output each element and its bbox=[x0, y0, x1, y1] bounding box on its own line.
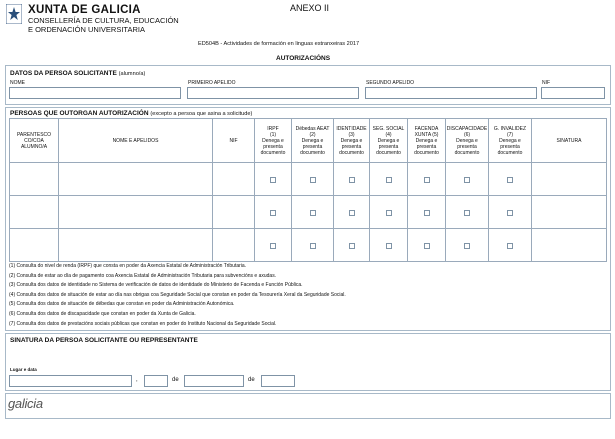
irpf-checkbox[interactable] bbox=[270, 210, 276, 216]
month-field[interactable] bbox=[184, 375, 244, 387]
footnote: (5) Consulta dos datos de situación de débedas que constan en poder da Administración Autonómica. bbox=[9, 301, 235, 308]
nif-field[interactable] bbox=[541, 87, 605, 99]
annex-label: ANEXO II bbox=[290, 3, 330, 13]
nif-cell[interactable] bbox=[213, 196, 255, 229]
parentesco-cell[interactable] bbox=[10, 229, 59, 262]
segundo-apelido-field[interactable] bbox=[365, 87, 537, 99]
footnote: (3) Consulta dos datos de identidade no Sistema de verificación de datos de identidade do Ministerio de Facenda e Función Pública. bbox=[9, 282, 303, 289]
signature-section-title: SINATURA DA PERSOA SOLICITANTE OU REPRESENTANTE bbox=[10, 337, 198, 344]
seg-social-checkbox[interactable] bbox=[386, 177, 392, 183]
parentesco-cell[interactable] bbox=[10, 196, 59, 229]
de-label-1: de bbox=[172, 377, 179, 383]
footnote: (1) Consulta do nivel de renda (IRPF) que consta en poder da Axencia Estatal de Administración Tributaria. bbox=[9, 263, 247, 269]
nome-apelidos-cell[interactable] bbox=[59, 163, 213, 196]
comma-separator: , bbox=[136, 377, 138, 383]
table-header-row bbox=[10, 119, 607, 163]
department-line-1: CONSELLERÍA DE CULTURA, EDUCACIÓN bbox=[28, 16, 179, 25]
debedas-aeat-checkbox[interactable] bbox=[310, 177, 316, 183]
nome-apelidos-cell[interactable] bbox=[59, 229, 213, 262]
col-g-invalidez: G. INVALIDEZ (7) Denega e presenta documento bbox=[489, 119, 532, 163]
table-row bbox=[10, 163, 607, 196]
page-title: AUTORIZACIÓNS bbox=[276, 55, 331, 62]
irpf-checkbox[interactable] bbox=[270, 243, 276, 249]
parentesco-cell[interactable] bbox=[10, 163, 59, 196]
nome-apelidos-cell[interactable] bbox=[59, 196, 213, 229]
facenda-xunta-checkbox[interactable] bbox=[424, 243, 430, 249]
applicant-title-text: DATOS DA PERSOA SOLICITANTE bbox=[10, 70, 117, 77]
table-row bbox=[10, 196, 607, 229]
discapacidade-checkbox[interactable] bbox=[464, 243, 470, 249]
sinatura-cell[interactable] bbox=[532, 163, 607, 196]
footnotes bbox=[9, 262, 346, 329]
identidade-checkbox[interactable] bbox=[349, 243, 355, 249]
footnote: (2) Consulta de estar ao día de pagamento coa Axencia Estatal de Administración Tributaria para subvencións e axudas. bbox=[9, 272, 277, 279]
department-line-2: E ORDENACIÓN UNIVERSITARIA bbox=[28, 24, 145, 34]
footnote: (6) Consulta dos datos de discapacidade que constan en poder da Xunta de Galicia. bbox=[9, 310, 196, 317]
nif-cell[interactable] bbox=[213, 163, 255, 196]
col-irpf: IRPF (1) Denega e presenta documento bbox=[255, 119, 292, 163]
seg-social-checkbox[interactable] bbox=[386, 210, 392, 216]
authorizers-section-title bbox=[10, 110, 252, 117]
g-invalidez-checkbox[interactable] bbox=[507, 243, 513, 249]
sinatura-cell[interactable] bbox=[532, 196, 607, 229]
authorizers-table bbox=[9, 118, 607, 262]
seg-social-checkbox[interactable] bbox=[386, 243, 392, 249]
col-nome-apelidos: NOME E APELIDOS bbox=[59, 119, 213, 163]
nif-label: NIF bbox=[542, 80, 551, 86]
footnote: (7) Consulta dos datos de prestacións sociais públicas que constan en poder do Instituto Nacional da Seguridade Social. bbox=[9, 320, 277, 327]
col-facenda-xunta: FACENDA XUNTA (5) Denega e presenta documento bbox=[408, 119, 446, 163]
segundo-apelido-label: SEGUNDO APELIDO bbox=[366, 80, 415, 86]
discapacidade-checkbox[interactable] bbox=[464, 210, 470, 216]
primeiro-apelido-label: PRIMEIRO APELIDO bbox=[188, 80, 236, 86]
debedas-aeat-checkbox[interactable] bbox=[310, 210, 316, 216]
g-invalidez-checkbox[interactable] bbox=[507, 177, 513, 183]
de-label-2: de bbox=[248, 377, 255, 383]
col-seg-social: SEG. SOCIAL (4) Denega e presenta documento bbox=[370, 119, 408, 163]
authorizers-subtitle-text: (excepto a persoa que asina a solicitude) bbox=[150, 111, 253, 117]
col-parentesco: PARENTESCO CO/COA ALUMNO/A bbox=[10, 119, 59, 163]
col-identidade: IDENTIDADE (3) Denega e presenta documento bbox=[334, 119, 370, 163]
procedure-code: ED504B - Actividades de formación en linguas estranxeiras 2017 bbox=[198, 41, 360, 47]
authorizers-title-text: PERSOAS QUE OUTORGAN AUTORIZACIÓN bbox=[10, 110, 149, 117]
irpf-checkbox[interactable] bbox=[270, 177, 276, 183]
applicant-subtitle-text: (alumno/a) bbox=[118, 71, 146, 77]
footnote: (4) Consulta dos datos de situación de estar ao día nas obrigas coa Seguridade Social que constan en poder da Tesourería Xeral da Seguridade Social. bbox=[9, 291, 346, 298]
facenda-xunta-checkbox[interactable] bbox=[424, 177, 430, 183]
xunta-logo-icon bbox=[6, 4, 22, 24]
department-name bbox=[28, 17, 179, 34]
primeiro-apelido-field[interactable] bbox=[187, 87, 359, 99]
col-discapacidade: DISCAPACIDADE (6) Denega e presenta documento bbox=[446, 119, 489, 163]
place-date-label: Lugar e data bbox=[10, 367, 37, 372]
nif-cell[interactable] bbox=[213, 229, 255, 262]
applicant-section-title bbox=[10, 70, 145, 77]
nome-field[interactable] bbox=[9, 87, 181, 99]
place-field[interactable] bbox=[9, 375, 132, 387]
debedas-aeat-checkbox[interactable] bbox=[310, 243, 316, 249]
g-invalidez-checkbox[interactable] bbox=[507, 210, 513, 216]
galicia-brand: galicia bbox=[8, 396, 43, 411]
table-row bbox=[10, 229, 607, 262]
org-name: XUNTA DE GALICIA bbox=[28, 4, 141, 16]
col-debedas-aeat: Débedas AEAT (2) Denega e presenta documento bbox=[292, 119, 334, 163]
identidade-checkbox[interactable] bbox=[349, 177, 355, 183]
sinatura-cell[interactable] bbox=[532, 229, 607, 262]
nome-label: NOME bbox=[10, 80, 25, 86]
identidade-checkbox[interactable] bbox=[349, 210, 355, 216]
year-field[interactable] bbox=[261, 375, 295, 387]
col-sinatura: SINATURA bbox=[532, 119, 607, 163]
facenda-xunta-checkbox[interactable] bbox=[424, 210, 430, 216]
col-nif: NIF bbox=[213, 119, 255, 163]
day-field[interactable] bbox=[144, 375, 168, 387]
footer-band bbox=[5, 393, 611, 419]
discapacidade-checkbox[interactable] bbox=[464, 177, 470, 183]
